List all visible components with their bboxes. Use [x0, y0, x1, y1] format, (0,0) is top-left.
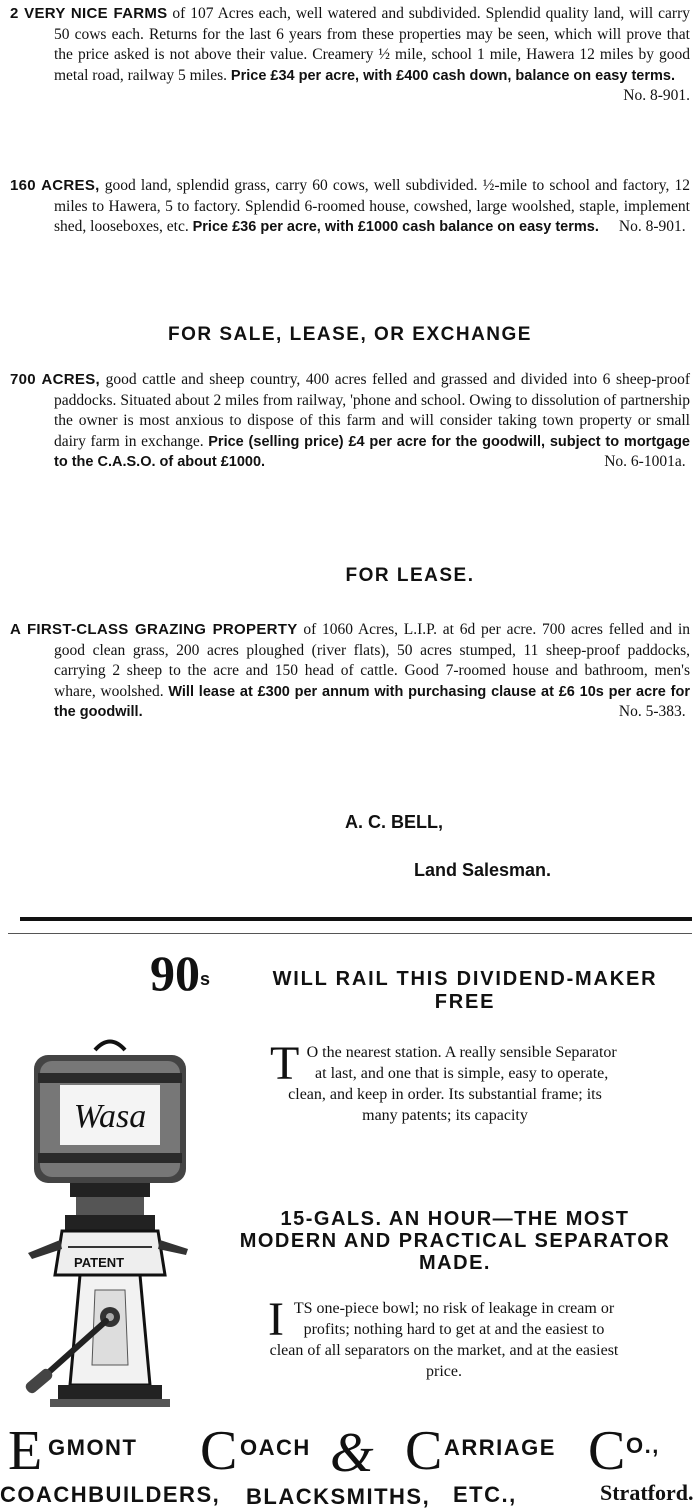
separator-price: 90$^s$ [150, 945, 211, 1001]
cream-separator-illustration [10, 1035, 210, 1420]
separator-copy-2: ITS one-piece bowl; no risk of leakage in cream or profits; nothing hard to get at and the easiest to clean of all separators on the market, and at the easiest price. [268, 1293, 619, 1380]
listing-ref: No. 8-901. [618, 218, 686, 235]
section-heading-lease: FOR LEASE. [345, 565, 475, 586]
listing-price: Price £34 per acre, with £400 cash down, balance on easy terms. [230, 67, 675, 84]
company-name: E GMONT C OACH & C ARRIAGE C O., [8, 1420, 660, 1484]
separator-subheading: 15-GALS. AN HOUR—THE MOST MODERN AND PRACTICAL SEPARATOR MADE. [239, 1208, 671, 1274]
agent-name: A. C. BELL, [345, 812, 443, 832]
listing-farms [10, 4, 690, 107]
listing-price: Price £36 per acre, with £1000 cash balance on easy terms. [192, 219, 599, 235]
listing-body: of 1060 Acres, L.I.P. at 6d per acre. 700 acres felled and in good clean grass, 200 acres ploughed (river flats), 50 acres stumped, 11 sheep-proof paddocks, carrying 2 sheep to the acre and 150 head of cattle. Good 7-roomed house and bathroom, men's whare, woolshed. [54, 621, 690, 700]
section-heading-sale: FOR SALE, LEASE, OR EXCHANGE [168, 324, 532, 345]
listing-ref: No. 8-901. [623, 87, 690, 104]
listing-ref: No. 5-383. [618, 703, 686, 720]
brand-label: Wasa [73, 1098, 147, 1135]
company-trades: COACHBUILDERS, BLACKSMITHS, ETC., Stratford. [0, 1480, 694, 1509]
agent-title: Land Salesman. [414, 860, 552, 880]
listing-lead: 700 ACRES, [10, 371, 101, 388]
listing-body: good cattle and sheep country, 400 acres felled and grassed and divided into 6 sheep-proof paddocks. Situated about 2 miles from railway, 'phone and school. Owing to dissolution of partnership the owner is most anxious to dispose of this farm and will consider taking town property or small dairy farm in exchange. [54, 371, 691, 450]
divider-rule [20, 917, 692, 921]
listing-body: good land, splendid grass, carry 60 cows, well subdivided. ½-mile to school and factory, 12 miles to Hawera, 5 to factory. Splendid 6-roomed house, cowshed, large woolshed, staple, implement shed, looseboxes, etc. [54, 177, 691, 235]
listing-lead: A FIRST-CLASS GRAZING PROPERTY [10, 621, 298, 638]
listing-body: of 107 Acres each, well watered and subdivided. Splendid quality land, will carry 50 cows each. Returns for the last 6 years from these properties may be seen, which will prove that the price asked is not above their value. Creamery ½ mile, school 1 mile, Hawera 12 miles by good metal road, railway 5 miles. [54, 5, 690, 84]
listing-lead: 160 ACRES, [10, 177, 100, 194]
listing-160-acres [10, 176, 690, 238]
listing-grazing-property [10, 620, 690, 723]
separator-headline: WILL RAIL THIS DIVIDEND-MAKER FREE [272, 968, 658, 1013]
listing-ref: No. 6-1001a. [604, 453, 686, 470]
divider-rule-thin [8, 933, 692, 934]
listing-price: Price (selling price) £4 per acre for the goodwill, subject to mortgage to the C.A.S.O. of about £1000. [54, 433, 690, 470]
listing-700-acres [10, 370, 690, 473]
listing-lead: 2 VERY NICE FARMS [10, 5, 168, 22]
listing-price: Will lease at £300 per annum with purchasing clause at £6 10s per acre for the goodwill. [54, 683, 690, 720]
separator-copy-1: T O the nearest station. A really sensible Separator at last, and one that is simple, easy to operate, clean, and keep in order. Its substantial frame; its many patents; its capacity [270, 1037, 617, 1124]
patent-label: PATENT [74, 1255, 125, 1270]
